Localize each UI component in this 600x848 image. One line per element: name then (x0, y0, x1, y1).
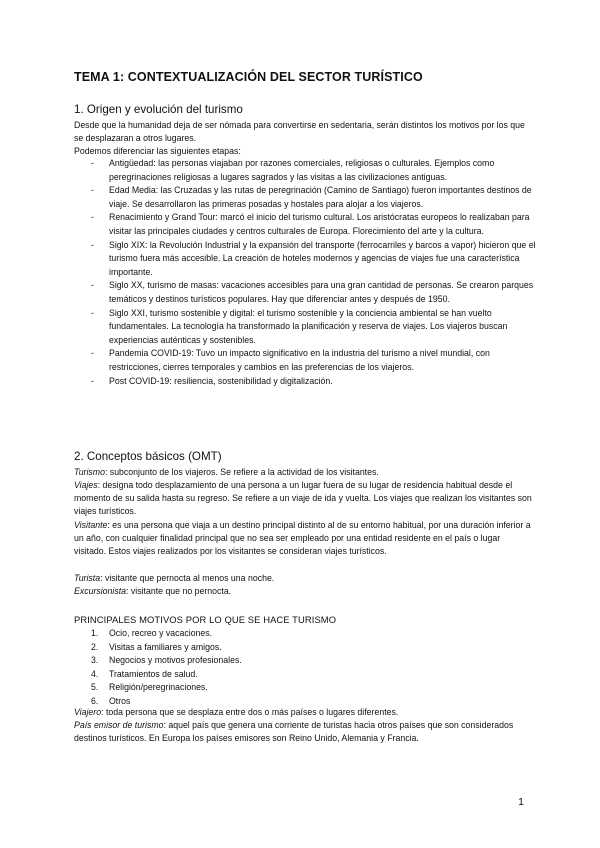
definition-term: Excursionista (74, 586, 127, 596)
stage-item (91, 239, 537, 280)
stage-item (91, 375, 537, 389)
stage-text: Siglo XXI, turismo sostenible y digital: el turismo sostenible y la conciencia ambiental se han vuelto fundamentales. La tecnología ha transformado la planificación y reserva de viajes. Los viajeros buscan experiencias auténticas y sostenibles. (109, 307, 508, 345)
section-1-heading: 1. Origen y evolución del turismo (74, 103, 243, 116)
motives-heading: PRINCIPALES MOTIVOS POR LO QUE SE HACE TURISMO (74, 614, 337, 625)
stage-text: Renacimiento y Grand Tour: marcó el inicio del turismo cultural. Los aristócratas europeos lo realizaban para visitar las principales ciudades y centros culturales de Europa. Florecimiento del arte y la cultura. (109, 212, 530, 236)
motive-item (91, 681, 242, 695)
definition-visitante (74, 519, 534, 558)
stage-text: Siglo XX, turismo de masas: vacaciones accesibles para una gran cantidad de personas. Se crearon parques temáticos y destinos turísticos populares. Hay que diferenciar antes y después de 1950. (109, 280, 534, 304)
bullet-marker: - (91, 348, 94, 359)
motive-number: 2. (91, 641, 99, 652)
motive-text: Otros (109, 695, 131, 706)
motive-text: Negocios y motivos profesionales. (109, 655, 242, 666)
definition-text: : visitante que pernocta al menos una noche. (100, 573, 275, 583)
definition-text: : visitante que no pernocta. (126, 586, 232, 596)
definition-viajero (74, 706, 534, 719)
definition-term: Turismo (74, 467, 105, 477)
stage-item (91, 157, 537, 184)
stage-text: Pandemia COVID-19: Tuvo un impacto significativo en la industria del turismo a nivel mundial, con restricciones, cierres temporales y cambios en las preferencias de los viajeros. (109, 348, 490, 372)
document-title: TEMA 1: CONTEXTUALIZACIÓN DEL SECTOR TURÍSTICO (74, 70, 423, 84)
definition-term: Viajes (74, 480, 98, 490)
motive-text: Religión/peregrinaciones. (109, 682, 208, 693)
stage-item (91, 347, 537, 374)
definition-term: Viajero (74, 707, 102, 717)
page-number: 1 (518, 796, 524, 808)
stage-text: Antigüedad: las personas viajaban por razones comerciales, religiosas o culturales. Ejemplos como peregrinaciones religiosas a lugares sagrados y las visitas a las civilizaciones antiguas. (109, 158, 495, 182)
definition-pais-emisor (74, 719, 534, 745)
stage-item (91, 307, 537, 348)
stage-item (91, 279, 537, 306)
stage-item (91, 184, 537, 211)
stage-text: Post COVID-19: resiliencia, sostenibilidad y digitalización. (109, 375, 333, 386)
motive-number: 6. (91, 695, 99, 706)
section-2-heading: 2. Conceptos básicos (OMT) (74, 450, 222, 463)
stages-intro: Podemos diferenciar las siguientes etapas: (74, 146, 241, 156)
stage-text: Edad Media: las Cruzadas y las rutas de peregrinación (Camino de Santiago) fueron importantes destinos de viaje. Se desarrollaron las primeras posadas y hostales para alojar a los viajeros. (109, 185, 532, 209)
motive-item (91, 668, 242, 682)
definition-term: País emisor de turismo (74, 720, 164, 730)
motive-text: Tratamientos de salud. (109, 668, 198, 679)
definition-text: : es una persona que viaja a un destino principal distinto al de su entorno habitual, por una duración inferior a un año, con cualquier finalidad principal que no sea ser empleado por una entidad residente en el país o lugar visitado. Estos viajes realizados por los visitantes se consideran viajes turísticos. (74, 520, 531, 557)
motives-list (91, 627, 242, 709)
definition-term: Turista (74, 573, 101, 583)
bullet-marker: - (91, 158, 94, 168)
motive-item (91, 654, 242, 668)
definition-text: : designa todo desplazamiento de una persona a un lugar fuera de su lugar de residencia habitual desde el momento de su salida hasta su regreso. Se refiere a un viaje de ida y vuelta. Los viajes que realizan los visitantes son viajes turísticos. (74, 480, 532, 517)
bullet-marker: - (91, 239, 94, 250)
bullet-marker: - (91, 280, 94, 291)
bullet-marker: - (91, 307, 94, 318)
stage-item (91, 211, 537, 238)
bullet-marker: - (91, 185, 94, 196)
motive-number: 5. (91, 682, 99, 693)
definition-turista (74, 572, 534, 585)
motive-number: 3. (91, 655, 99, 666)
definition-viajes (74, 479, 534, 518)
motive-text: Ocio, recreo y vacaciones. (109, 628, 213, 638)
stages-list (91, 157, 537, 388)
motive-number: 1. (91, 628, 99, 638)
bullet-marker: - (91, 212, 94, 223)
definition-turismo (74, 466, 534, 479)
definition-text: : subconjunto de los viajeros. Se refiere a la actividad de los visitantes. (104, 467, 379, 477)
motive-item (91, 627, 242, 641)
definition-text: : aquel país que genera una corriente de turistas hacia otros países que son considerados destinos turísticos. En Europa los países emisores son Reino Unido, Alemania y Francia. (74, 720, 514, 744)
motive-number: 4. (91, 668, 99, 679)
motive-item (91, 641, 242, 655)
definition-excursionista (74, 585, 534, 598)
bullet-marker: - (91, 375, 94, 386)
motive-text: Visitas a familiares y amigos. (109, 641, 222, 652)
definition-term: Visitante (74, 520, 108, 530)
stage-text: Siglo XIX: la Revolución Industrial y la expansión del transporte (ferrocarriles y barcos a vapor) hicieron que el turismo fuera más accesible. La creación de hoteles modernos y agencias de viajes fue una característica importante. (109, 239, 536, 277)
definition-text: : toda persona que se desplaza entre dos o más países o lugares diferentes. (101, 707, 399, 717)
section-1-intro: Desde que la humanidad deja de ser nómada para convertirse en sedentaria, serán distintos los motivos por los que se desplazaran a otros lugares. (74, 120, 525, 144)
